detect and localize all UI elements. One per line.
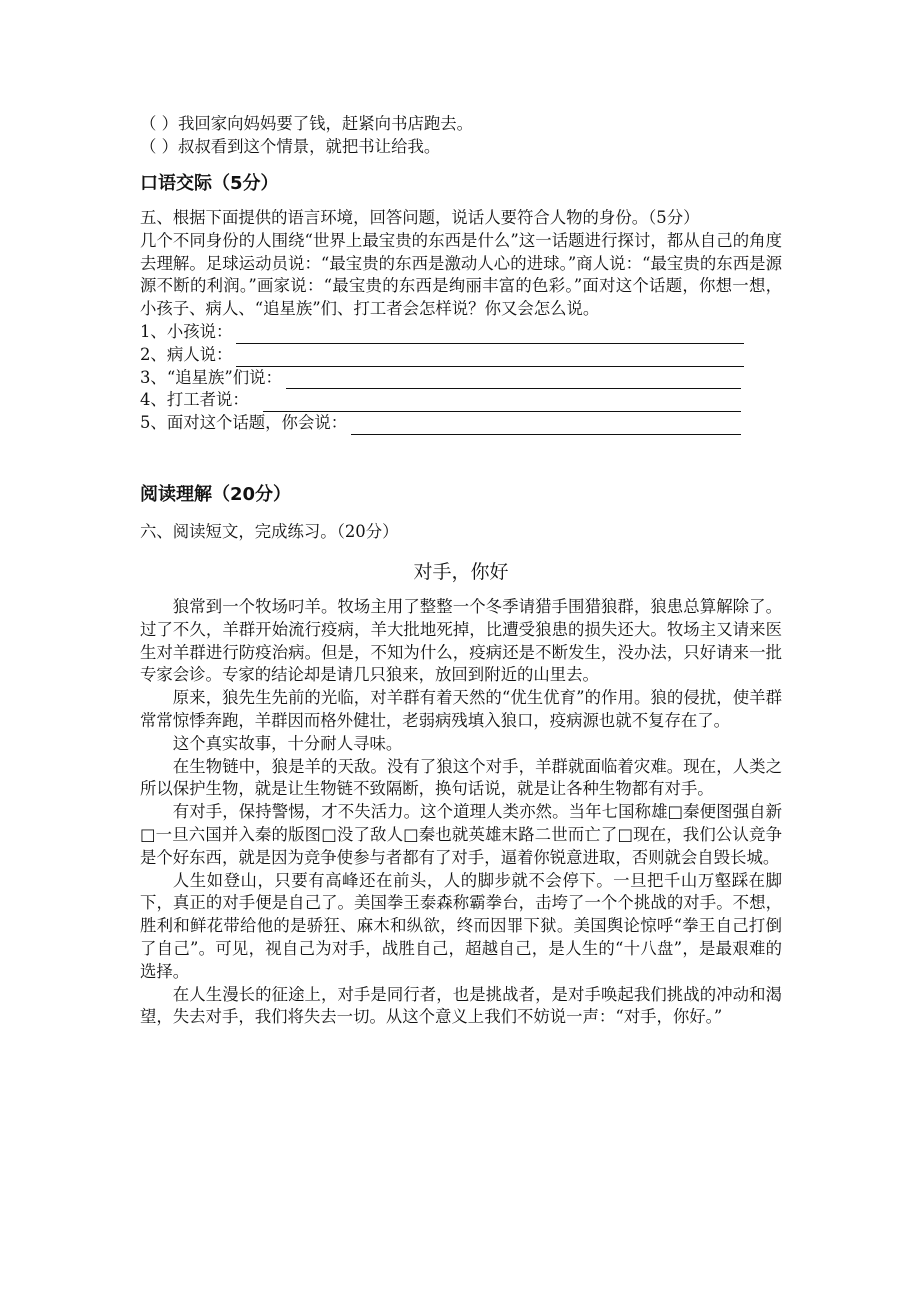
question-five: 五、根据下面提供的语言环境，回答问题，说话人要符合人物的身份。（5分） [140,208,700,227]
section-heading-oral: 口语交际（5分） [140,173,279,194]
paragraph: 在人生漫长的征途上，对手是同行者，也是挑战者，是对手唤起我们挑战的冲动和渴望，失去对手，我们将失去一切。从这个意义上我们不妨说一声：“对手，你好。” [140,984,782,1027]
answer-label: 4、打工者说： [140,390,249,410]
question-context: 几个不同身份的人围绕“世界上最宝贵的东西是什么”这一话题进行探讨，都从自己的角度去理解。足球运动员说：“最宝贵的东西是激动人心的进球。”商人说：“最宝贵的东西是源源不断的利润。”画家说：“最宝贵的东西是绚丽丰富的色彩。”面对这个话题，你想一想，小孩子、病人、“追星族”们、打工者会怎样说？你又会怎么说。 [140,230,782,319]
answer-line-fans[interactable] [140,367,782,390]
question-six: 六、阅读短文，完成练习。（20分） [140,522,399,541]
paragraph: 有对手，保持警惕，才不失活力。这个道理人类亦然。当年七国称雄□秦便图强自新□一旦六国并入秦的版图□没了敌人□秦也就英雄末路二世而亡了□现在，我们公认竞争是个好东西，就是因为竞争使参与者都有了对手，逼着你锐意进取，否则就会自毁长城。 [140,802,782,867]
paragraph: 人生如登山，只要有高峰还在前头，人的脚步就不会停下。一旦把千山万壑踩在脚下，真正的对手便是自己了。美国拳王泰森称霸拳台，击垮了一个个挑战的对手。不想，胜利和鲜花带给他的是骄狂、麻木和纵欲，终而因罪下狱。美国舆论惊呼“拳王自己打倒了自己”。可见，视自己为对手，战胜自己，超越自己，是人生的“十八盘”，是最艰难的选择。 [140,870,782,981]
paragraph: 狼常到一个牧场叼羊。牧场主用了整整一个冬季请猎手围猎狼群，狼患总算解除了。过了不久，羊群开始流行疫病，羊大批地死掉，比遭受狼患的损失还大。牧场主又请来医生对羊群进行防疫治病。但是，不知为什么，疫病还是不断发生，没办法，只好请来一批专家会诊。专家的结论却是请几只狼来，放回到附近的山里去。 [140,597,782,685]
answer-line-worker[interactable] [140,389,782,412]
section-heading-reading: 阅读理解（20分） [140,484,292,505]
paragraph: 原来，狼先生先前的光临，对羊群有着天然的“优生优育”的作用。狼的侵扰，使羊群常常惊悸奔跑，羊群因而格外健壮，老弱病残填入狼口，疫病源也就不复存在了。 [140,688,782,730]
answer-label: 2、病人说： [140,344,233,364]
answer-label: 3、“追星族”们说： [140,367,282,387]
answer-label: 5、面对这个话题，你会说： [140,413,348,433]
paragraph: 在生物链中，狼是羊的天敌。没有了狼这个对手，羊群就面临着灾难。现在，人类之所以保护生物，就是让生物链不致隔断，换句话说，就是让各种生物都有对手。 [140,756,782,799]
answer-line-patient[interactable] [140,344,782,367]
ordering-items [140,113,782,159]
paragraph: 这个真实故事，十分耐人寻味。 [172,733,403,753]
ordering-item: （ ）我回家向妈妈要了钱，赶紧向书店跑去。 [140,114,474,133]
answer-label: 1、小孩说： [140,321,233,341]
article-body [140,596,782,1029]
answer-line-child[interactable] [140,321,782,344]
ordering-item: （ ）叔叔看到这个情景，就把书让给我。 [140,136,441,156]
oral-section [140,207,782,435]
article-title: 对手，你好 [413,561,509,583]
answer-line-you[interactable] [140,412,782,435]
